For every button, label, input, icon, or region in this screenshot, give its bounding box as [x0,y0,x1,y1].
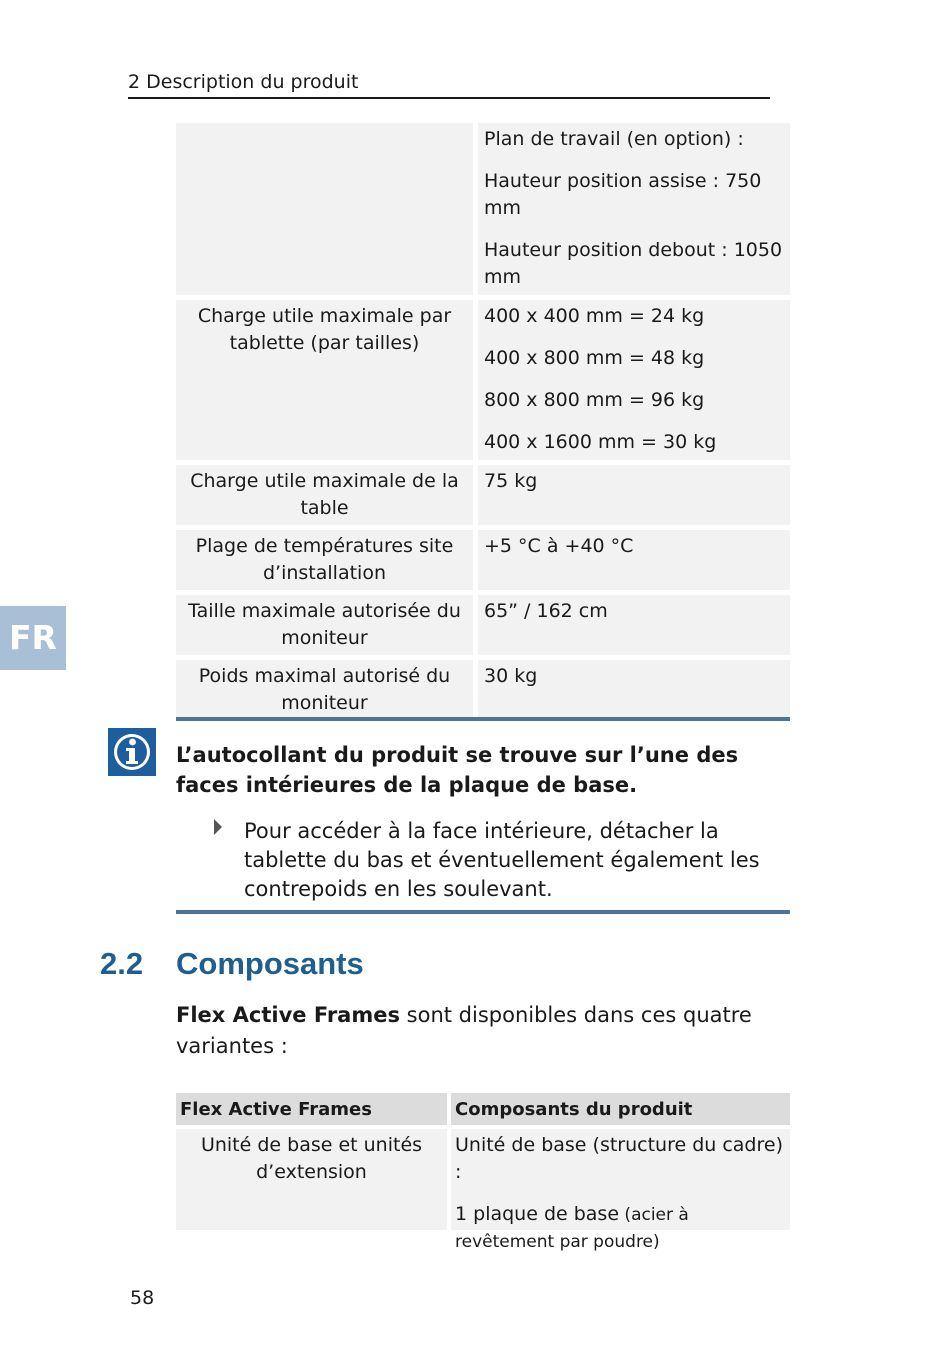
table-row [176,595,790,655]
table-row [176,465,790,525]
spec-label: Poids maximal autorisé du moniteur [176,660,473,720]
notice-title: L’autocollant du produit se trouve sur l’une des faces intérieures de la plaque de base. [176,743,739,797]
table-row [176,1129,790,1252]
spec-value-line: Hauteur position debout : 1050 mm [484,239,783,288]
table-cell: Unité de base et unités d’extension [176,1129,447,1230]
table-cell [451,1129,790,1252]
table-row [176,123,790,295]
spec-value-line: 800 x 800 mm = 96 kg [484,389,705,411]
spec-value: 75 kg [478,465,790,525]
column-header: Flex Active Frames [176,1093,447,1125]
table-row [176,300,790,460]
table-header-row [176,1093,790,1125]
spec-value: 30 kg [478,660,790,720]
spec-label: Taille maximale autorisée du moniteur [176,595,473,655]
section-heading [100,944,700,984]
specifications-table [176,123,790,725]
spec-value: +5 °C à +40 °C [478,530,790,590]
page-number: 58 [130,1287,155,1309]
spec-value-line: 400 x 800 mm = 48 kg [484,347,705,369]
intro-paragraph [176,1000,776,1062]
notice-instruction: Pour accéder à la face intérieure, détacher la tablette du bas et éventuellement également les contrepoids en les soulevant. [244,819,760,901]
table-row [176,530,790,590]
spec-value: 65” / 162 cm [478,595,790,655]
section-number: 2.2 [100,946,144,981]
component-line: Unité de base (structure du cadre) : [455,1134,783,1183]
spec-label [176,123,473,295]
spec-label: Charge utile maximale de la table [176,465,473,525]
spec-value-line: 400 x 1600 mm = 30 kg [484,431,717,453]
column-header: Composants du produit [451,1093,790,1125]
component-line [455,1201,786,1255]
spec-value [478,123,790,295]
spec-value-line: Plan de travail (en option) : [484,128,744,150]
product-name: Flex Active Frames [176,1003,400,1027]
spec-value [478,300,790,460]
info-notice [176,717,790,914]
triangle-right-icon [214,819,222,835]
spec-value-line: Hauteur position assise : 750 mm [484,170,762,219]
section-title: Composants [176,946,364,981]
info-icon [108,728,156,776]
component-note: (acier à revêtement par poudre) [455,1205,689,1252]
language-tab: FR [0,606,66,670]
components-table [176,1093,790,1252]
spec-label: Charge utile maximale par tablette (par tailles) [176,300,473,460]
spec-value-line: 400 x 400 mm = 24 kg [484,305,705,327]
running-header: 2 Description du produit [128,70,770,99]
spec-label: Plage de températures site d’installation [176,530,473,590]
intro-text: sont disponibles dans ces quatre variantes : [176,1003,752,1058]
table-row [176,660,790,720]
component-name: 1 plaque de base [455,1203,620,1225]
